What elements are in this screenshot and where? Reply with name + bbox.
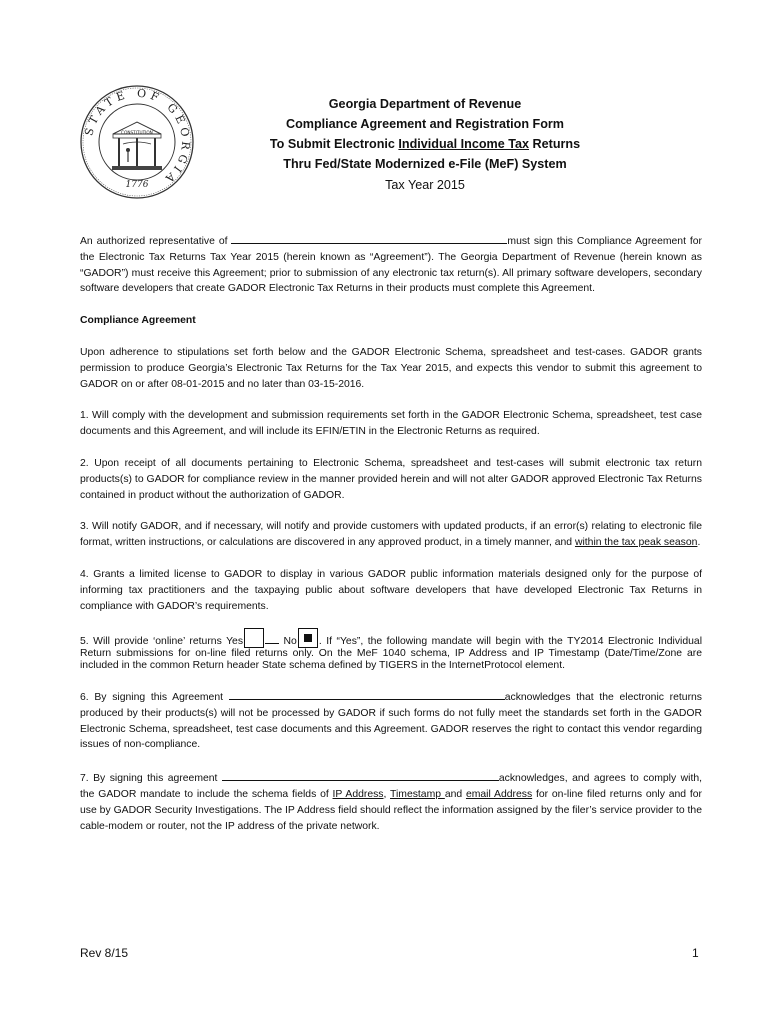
item-3: 3. Will notify GADOR, and if necessary, will notify and provide customers with updated products, if an error(s) relating to electronic file format, written instructions, or calculations are discovered in any approved product, in a timely manner, and within the tax peak season. — [80, 521, 702, 549]
signer-name-field-6[interactable] — [229, 688, 505, 700]
revision-label: Rev 8/15 — [80, 946, 129, 960]
adherence-paragraph: Upon adherence to stipulations set forth below and the GADOR Electronic Schema, spreadsheet and test-cases. GADOR grants permission to produce Georgia’s Electronic Tax Returns for the Tax Year 2015, and expects this vendor to submit this agreement to GADOR on or after 08-01-2015 and no later than 03-15-2016. — [80, 346, 702, 390]
item-5: 5. Will provide ‘online’ returns Yes No . If “Yes”, the following mandate will begin with the TY2014 Electronic Individual Return submissions for on-line filed returns only. On the MeF 1040 schema, IP Address and IP Timestamp (Date/Time/Zone are included in the common Return header State schema defined by TIGERS in the InternetProtocol element. — [80, 628, 702, 672]
item-2: 2. Upon receipt of all documents pertaining to Electronic Schema, spreadsheet and test-cases will submit electronic tax return products(s) to GADOR for compliance review in the manner provided herein and will not alter GADOR approved Electronic Tax Returns contained in product without the authorization of GADOR. — [80, 457, 702, 501]
compliance-heading: Compliance Agreement — [80, 315, 196, 327]
form-subtitle: To Submit Electronic Individual Income Tax Returns — [269, 137, 581, 151]
online-no-checkbox[interactable] — [298, 628, 318, 648]
intro-paragraph: An authorized representative of must sign this Compliance Agreement for the Electronic Tax Returns Tax Year 2015 (herein known as “Agreement”). The Georgia Department of Revenue (herein known as “GADOR”) must receive this Agreement; prior to submission of any electronic tax return(s). All primary software developers, secondary software developers that create GADOR Electronic Tax Returns in their products must complete this Agreement. — [80, 232, 702, 297]
page-number: 1 — [692, 946, 699, 960]
seal-year: 1776 — [125, 180, 149, 190]
department-title: Georgia Department of Revenue — [328, 97, 522, 111]
tax-year: Tax Year 2015 — [385, 178, 465, 192]
representative-name-field[interactable] — [231, 232, 507, 244]
item-6: 6. By signing this Agreement acknowledges that the electronic returns produced by their products(s) will not be processed by GADOR if such forms do not fully meet the standards set forth in the GADOR Electronic Schema, spreadsheet, test case documents and this Agreement. GADOR reserves the right to contact this vendor regarding issues of non-compliance. — [80, 688, 702, 753]
system-title: Thru Fed/State Modernized e-File (MeF) System — [283, 157, 567, 171]
seal-banner-text: CONSTITUTION — [121, 130, 153, 135]
form-header — [230, 94, 620, 196]
agreement-body — [80, 232, 702, 834]
form-title: Compliance Agreement and Registration Form — [285, 117, 565, 131]
georgia-state-seal — [79, 84, 195, 200]
item-4: 4. Grants a limited license to GADOR to display in various GADOR public information materials designed only for the purpose of informing tax practitioners and the taxpaying public about software developers that have developed Electronic Tax Returns in compliance with GADOR’s requirements. — [80, 568, 702, 612]
item-1: 1. Will comply with the development and submission requirements set forth in the GADOR Electronic Schema, spreadsheet, test case documents and this Agreement, and will include its EFIN/ETIN in the Electronic Returns as required. — [80, 410, 702, 438]
signer-name-field-7[interactable] — [222, 769, 499, 781]
online-yes-checkbox[interactable] — [244, 628, 264, 648]
seal-ring-text: STATE OF GEORGIA — [82, 86, 193, 188]
item-7: 7. By signing this agreement acknowledges, and agrees to comply with, the GADOR mandate to include the schema fields of IP Address, Timestamp and email Address for on-line filed returns only and for use by GADOR Security Investigations. The IP Address field should reflect the information assigned by the filer’s service provider to the cable-modem or router, not the IP address of the private network. — [80, 769, 702, 834]
